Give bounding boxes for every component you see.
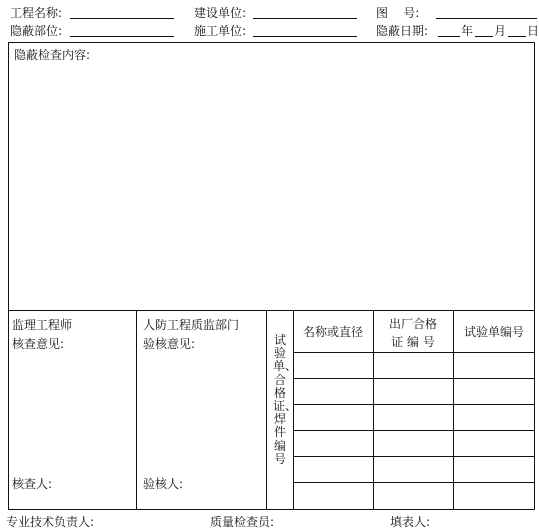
cert-row-line-2 xyxy=(293,378,535,379)
cert-col-cert-header-line1: 出厂合格 xyxy=(388,317,437,331)
project-name-label: 工程名称: xyxy=(10,6,63,20)
date-day-field[interactable] xyxy=(508,36,526,37)
civil-defense-title: 人防工程质监部门 xyxy=(143,318,240,332)
cert-row-line-3 xyxy=(293,404,535,405)
supervisor-signer-label: 核查人: xyxy=(12,477,53,491)
supervisor-opinion-label: 核查意见: xyxy=(12,337,65,351)
drawing-no-label: 图 号: xyxy=(376,6,420,20)
concealed-date-label: 隐蔽日期: xyxy=(376,24,429,38)
cert-col-name-header: 名称或直径 xyxy=(302,325,363,339)
cert-row-line-6 xyxy=(293,482,535,483)
col-divider-1 xyxy=(136,310,137,510)
cert-col-test-header: 试验单编号 xyxy=(463,325,524,339)
civil-defense-opinion-label: 验核意见: xyxy=(143,337,196,351)
build-unit-field[interactable] xyxy=(253,18,357,19)
content-box-title: 隐蔽检查内容: xyxy=(14,48,91,62)
date-year-field[interactable] xyxy=(438,36,460,37)
inspection-content-area[interactable] xyxy=(12,64,531,308)
drawing-no-field[interactable] xyxy=(436,18,537,19)
civil-defense-signer-label: 验核人: xyxy=(143,477,184,491)
project-name-field[interactable] xyxy=(70,18,174,19)
build-unit-label: 建设单位: xyxy=(194,6,247,20)
cert-row-line-1 xyxy=(293,352,535,353)
cert-col-cert-header-line2: 证 编 号 xyxy=(391,335,435,349)
footer-qc-inspector-label: 质量检查员: xyxy=(210,515,275,529)
date-month-label: 月 xyxy=(494,24,507,38)
date-day-label: 日 xyxy=(527,24,539,38)
construction-unit-field[interactable] xyxy=(253,36,357,37)
construction-unit-label: 施工单位: xyxy=(194,24,247,38)
section-divider xyxy=(8,310,535,311)
cert-row-line-5 xyxy=(293,456,535,457)
concealed-part-field[interactable] xyxy=(70,36,174,37)
supervisor-title: 监理工程师 xyxy=(12,318,73,332)
col-divider-5 xyxy=(453,310,454,510)
concealed-part-label: 隐蔽部位: xyxy=(10,24,63,38)
date-year-label: 年 xyxy=(461,24,474,38)
col-divider-2 xyxy=(266,310,267,510)
footer-form-filler-label: 填表人: xyxy=(390,515,431,529)
date-month-field[interactable] xyxy=(475,36,493,37)
cert-table-side-label: 试验单、合格证、焊件编号 xyxy=(273,333,298,466)
footer-tech-lead-label: 专业技术负责人: xyxy=(6,515,95,529)
cert-row-line-4 xyxy=(293,430,535,431)
